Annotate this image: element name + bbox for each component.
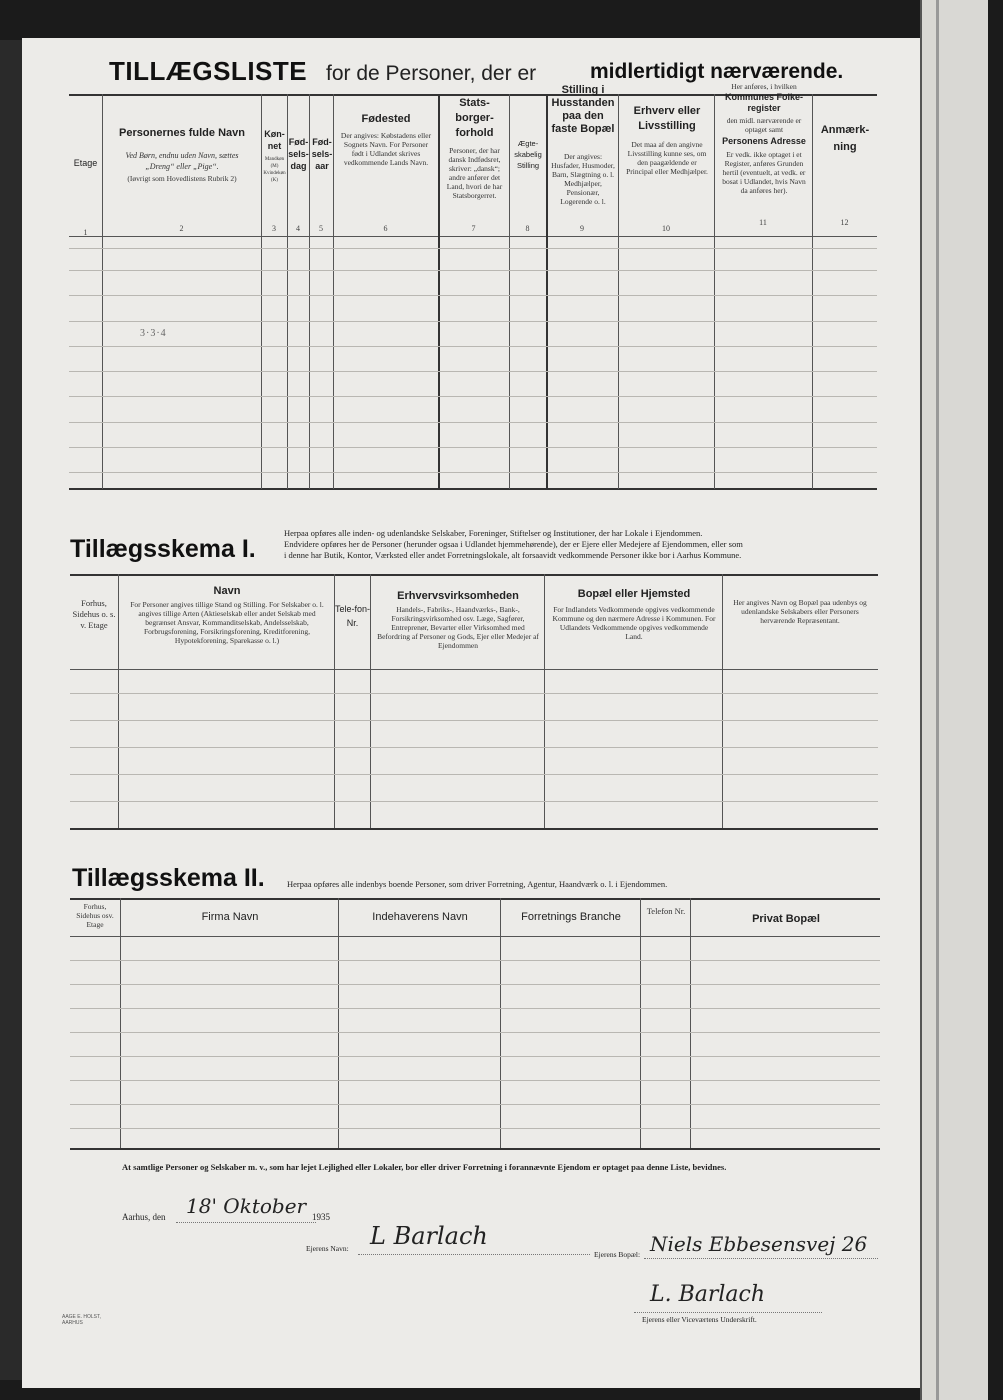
main-title: TILLÆGSLISTE xyxy=(109,56,308,86)
col-header-etage: Etage xyxy=(73,158,98,168)
col-header-anmaerkning: Anmærk-ning xyxy=(820,124,870,153)
main-title-emphasis: midlertidigt nærværende. xyxy=(590,60,844,83)
owner-name-label: Ejerens Navn: xyxy=(306,1244,349,1253)
col-header-erhverv: Erhverv eller Livsstilling xyxy=(633,105,701,132)
col-number: 6 xyxy=(383,224,388,233)
skema1-intro-line2: Endvidere opføres her de Personer (herunder ogsaa i Udlandet hjemmehørende), der er Ejere eller Medejere af Ejendommen, eller som xyxy=(284,539,743,549)
skema2-intro: Herpaa opføres alle indenbys boende Personer, som driver Forretning, Agentur, Haandværk o. l. i Ejendommen. xyxy=(287,879,668,889)
skema1-col-bopael: Bopæl eller Hjemsted xyxy=(577,588,691,600)
col-number: 10 xyxy=(662,224,670,233)
col-number: 2 xyxy=(179,224,184,233)
main-title-rest: for de Personer, der er xyxy=(326,62,537,85)
printer-imprint: AAGE E. HOLST, AARHUS xyxy=(62,1314,101,1326)
skema1-col-repr: Her angives Navn og Bopæl paa udenbys og udenlandske Selskabers eller Personers herværende Repræsentant. xyxy=(733,598,867,625)
skema2-col-branche: Forretnings Branche xyxy=(521,911,621,923)
signature-label: Ejerens eller Viceværtens Underskrift. xyxy=(642,1315,757,1324)
col-name-note2: (Iøvrigt som Hovedlistens Rubrik 2) xyxy=(127,174,237,183)
col-header-foedested: Fødested xyxy=(361,113,411,125)
skema1-col-telefon: Tele-fon-Nr. xyxy=(335,604,371,628)
col-kommune-note: Er vedk. ikke optaget i et Register, anføres Grunden hertil (eventuelt, at vedk. er bosat i Udlandet, hvis Navn da anføres her). xyxy=(722,150,806,195)
col-stilling-note: Der angives: Husfader, Husmoder, Barn, Slægtning o. l. Medhjælper, Pensionær, Logerende o. l. xyxy=(551,152,615,206)
skema1-title: Tillægsskema I. xyxy=(70,535,256,563)
skema2-col-telefon: Telefon Nr. xyxy=(646,906,686,916)
skema1-intro-line3: i denne har Butik, Kontor, Værksted eller andet Forretningslokale, alt forsaavidt vedkommende Personer ikke bor i Aarhus Kommune. xyxy=(284,550,742,560)
attestation-statement: At samtlige Personer og Selskaber m. v., som har lejet Lejlighed eller Lokaler, bor eller driver Forretning i forannævnte Ejendom er optaget paa denne Liste, bevidnes. xyxy=(122,1162,727,1172)
col-header-name: Personernes fulde Navn xyxy=(119,127,245,139)
skema2-col-firma: Firma Navn xyxy=(201,911,259,923)
census-form-page xyxy=(22,38,920,1388)
book-binding xyxy=(0,40,22,1380)
col-header-koen: Køn-net xyxy=(264,129,285,151)
col-number: 12 xyxy=(840,218,849,227)
col-number: 7 xyxy=(471,224,476,233)
skema1-col-forhus: Forhus, Sidehus o. s. v. Etage xyxy=(72,598,116,630)
col-header-statsborger: Stats-borger-forhold xyxy=(455,97,494,139)
skema2-col-forhus: Forhus, Sidehus osv. Etage xyxy=(76,902,114,929)
skema1-col-navn-note: For Personer angives tillige Stand og Stilling. For Selskaber o. l. angives tillige Arten (Aktieselskab eller andet Selskab med begrænset Ansvar, Kommanditselskab, Andelsselskab, Forbrugsforening, Forsikringsforening, Kreditforening, Hypotekforening, Sparekasse o. l.) xyxy=(130,600,324,645)
handwritten-date: 18' Oktober xyxy=(186,1194,307,1218)
col-number: 4 xyxy=(296,224,300,233)
owner-address-label: Ejerens Bopæl: xyxy=(594,1250,641,1259)
year: 1935 xyxy=(312,1212,330,1222)
col-name-note: Ved Børn, endnu uden Navn, sættes „Dreng“ eller „Pige“. xyxy=(125,151,239,171)
handwritten-owner-address: Niels Ebbesensvej 26 xyxy=(650,1232,868,1256)
col-number: 8 xyxy=(525,224,530,233)
handwritten-owner-name: L Barlach xyxy=(370,1222,488,1250)
handwritten-signature: L. Barlach xyxy=(650,1282,766,1307)
col-koen-note: Mandkøn (M) Kvindekøn (K) xyxy=(263,157,286,183)
skema1-col-bopael-note: For Indlandets Vedkommende opgives vedkommende Kommune og den nærmere Adresse i Kommunen. For Udlandets Vedkommende opgives vedkommende Land. xyxy=(552,605,716,641)
place-label: Aarhus, den xyxy=(122,1212,166,1222)
skema1-col-navn: Navn xyxy=(213,585,241,597)
skema1-intro-line1: Herpaa opføres alle inden- og udenlandske Selskaber, Foreninger, Stiftelser og Institutioner, der har Lokale i Ejendommen. xyxy=(284,528,703,538)
skema2-title: Tillægsskema II. xyxy=(72,864,265,892)
col-header-stilling: Stilling i Husstanden paa den faste Bopæl xyxy=(551,84,615,135)
col-number: 11 xyxy=(759,218,767,227)
col-header-foedselsaar: Fød-sels-aar xyxy=(311,137,333,171)
skema1-intro xyxy=(284,528,884,561)
next-page-edge xyxy=(920,0,988,1400)
col-number: 3 xyxy=(272,224,276,233)
col-erhverv-note: Det maa af den angivne Livsstilling kunne ses, om den paagældende er Principal eller Medhjælper. xyxy=(626,140,708,176)
col-kommune-pre: Her anføres, i hvilken xyxy=(731,82,797,91)
skema1-col-erhverv-note: Handels-, Fabriks-, Haandværks-, Bank-, Forsikringsvirksomhed osv. Læge, Sagfører, Entreprenør, Bevarter eller Virksomhed med Befordring af Personer og Gods, Ejer eller Medejer af Ejendommen xyxy=(377,605,539,650)
faint-stamp: 3·3·4 xyxy=(140,328,167,339)
col-number: 9 xyxy=(580,224,584,233)
col-header-aegteskab: Ægte-skabelig Stilling xyxy=(514,139,542,170)
col-foedested-note: Der angives: Købstadens eller Sognets Navn. For Personer født i Udlandet skrives vedkommende Lands Navn. xyxy=(340,131,432,167)
col-number: 1 xyxy=(83,228,88,237)
col-header-adresse: Personens Adresse xyxy=(722,136,806,146)
col-header-kommune: Kommunes Folke-register xyxy=(724,92,803,113)
skema2-col-indehaver: Indehaverens Navn xyxy=(372,911,468,923)
col-number: 5 xyxy=(319,224,323,233)
skema1-col-erhverv: Erhvervsvirksomheden xyxy=(397,590,519,602)
skema2-col-bopael: Privat Bopæl xyxy=(752,913,820,925)
col-statsborger-note: Personer, der har dansk Indfødsret, skriver: „dansk“; andre anfører det Land, hvori de har Statsborgerret. xyxy=(446,146,503,200)
col-header-foedselsdag: Fød-sels-dag xyxy=(288,137,309,171)
col-kommune-mid: den midl. nærværende er optaget samt xyxy=(726,116,802,134)
